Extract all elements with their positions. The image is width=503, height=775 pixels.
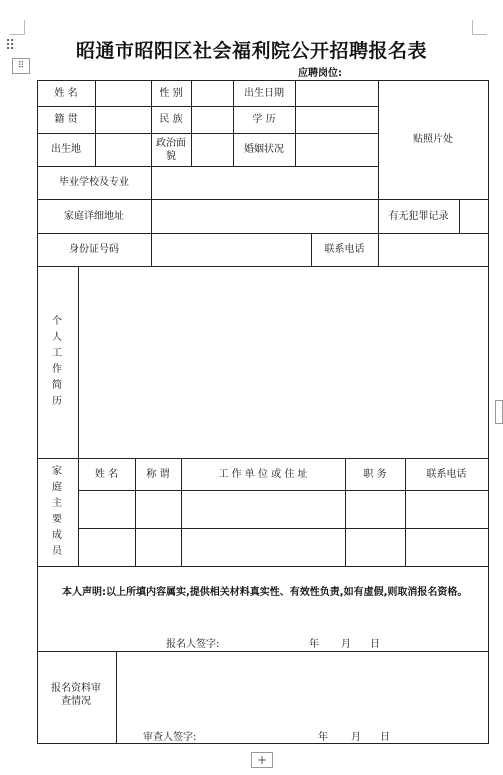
ethnicity-label: 民 族 [159,114,183,125]
native-place-input[interactable] [96,107,151,133]
family-header-workplace: 工 作 单 位 或 住 址 [218,468,308,480]
birth-date-input[interactable] [296,81,378,106]
family-row-2-name[interactable] [79,529,135,566]
home-address-label: 家庭详细地址 [64,210,124,222]
reviewer-signature-label: 审查人签字: [143,732,197,743]
criminal-record-input[interactable] [460,200,488,233]
review-label: 报名资料审查情况 [51,683,101,707]
criminal-record-label: 有无犯罪记录 [388,210,449,222]
family-members-label: 家庭主要成员 [52,466,62,557]
school-major-label: 毕业学校及专业 [59,177,129,188]
family-header-relation: 称 谓 [146,468,170,480]
family-row-1-name[interactable] [79,491,135,528]
birthplace-input[interactable] [96,134,151,166]
id-number-label: 身份证号码 [69,244,119,255]
phone-input[interactable] [379,234,488,266]
native-place-label: 籍 贯 [54,114,78,125]
form-title: 昭通市昭阳区社会福利院公开招聘报名表 [75,40,427,62]
family-row-2-relation[interactable] [136,529,181,566]
family-row-2-workplace[interactable] [182,529,345,566]
political-status-input[interactable] [192,134,233,166]
family-row-1-relation[interactable] [136,491,181,528]
applicant-signature-label: 报名人签字: [166,639,220,650]
family-header-name: 姓 名 [94,468,119,480]
table-select-handle-icon[interactable]: ⠿ [12,58,30,74]
family-row-2-phone[interactable] [406,529,488,566]
reviewer-signature-day: 日 [380,732,390,743]
id-number-input[interactable] [152,234,311,266]
education-label: 学 历 [252,114,276,125]
declaration-text: 本人声明:以上所填内容属实,提供相关材料真实性、有效性负责,如有虚假,则取消报名资格。 [62,587,468,598]
family-row-1-phone[interactable] [406,491,488,528]
family-header-position: 职 务 [363,468,387,480]
resize-handle-right[interactable] [495,400,503,424]
applicant-signature-year: 年 [309,639,319,650]
add-row-button[interactable]: + [251,752,273,768]
reviewer-signature-month: 月 [351,732,361,743]
family-row-1-workplace[interactable] [182,491,345,528]
reviewer-signature-year: 年 [318,732,328,743]
ethnicity-input[interactable] [192,107,233,133]
name-label: 姓 名 [54,87,78,99]
photo-placeholder: 贴照片处 [413,134,453,145]
gender-label: 性 别 [159,87,183,99]
position-label: 应聘岗位: [298,68,342,79]
family-row-2-position[interactable] [346,529,405,566]
political-status-label: 政治面貌 [156,137,186,162]
applicant-signature-day: 日 [370,639,380,650]
work-history-input[interactable] [79,267,488,458]
phone-label: 联系电话 [324,244,365,255]
crop-mark-top-right [472,20,487,35]
crop-mark-top-left [10,20,25,35]
gender-input[interactable] [192,81,233,106]
marital-status-label: 婚姻状况 [244,144,284,155]
marital-status-input[interactable] [296,134,378,166]
birth-date-label: 出生日期 [244,87,284,99]
table-move-handle-icon[interactable]: ⠿ [5,38,16,54]
family-row-1-position[interactable] [346,491,405,528]
home-address-input[interactable] [152,200,378,233]
family-header-phone: 联系电话 [426,468,467,480]
school-major-input[interactable] [152,167,378,199]
birthplace-label: 出生地 [51,144,81,155]
education-input[interactable] [296,107,378,133]
applicant-signature-month: 月 [341,639,351,650]
name-input[interactable] [96,81,151,106]
work-history-label: 个人工作简历 [52,316,62,407]
